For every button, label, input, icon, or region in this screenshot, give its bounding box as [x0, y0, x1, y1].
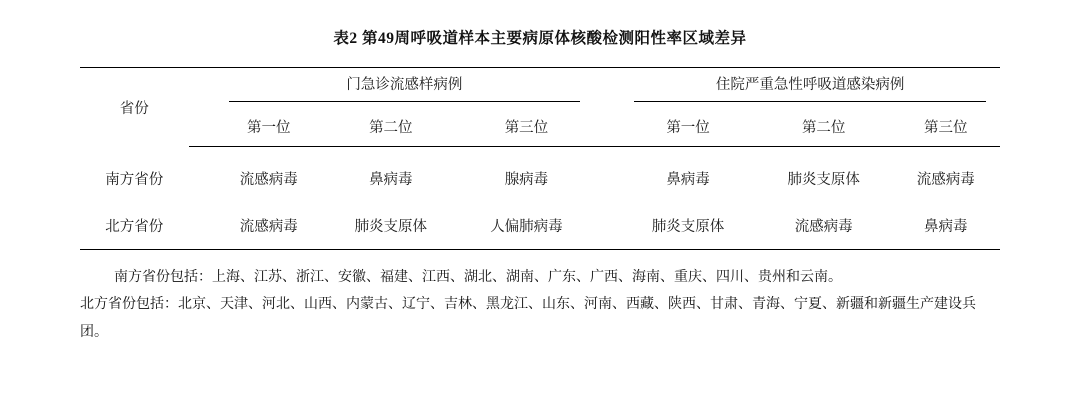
cell-south-inpatient-3: 流感病毒	[916, 172, 975, 188]
pathogen-positivity-table	[80, 67, 1000, 250]
table-group-header-row	[80, 68, 1000, 107]
cell-south-inpatient-2: 肺炎支原体	[787, 172, 860, 188]
table-container	[80, 48, 1000, 250]
cell-north-inpatient-1: 肺炎支原体	[620, 202, 756, 250]
table-subheader-row	[80, 106, 1000, 147]
cell-north-outpatient-2: 肺炎支原体	[323, 202, 459, 250]
group-underline	[634, 101, 986, 102]
table-caption: 表2 第49周呼吸道样本主要病原体核酸检测阳性率区域差异	[333, 30, 747, 47]
cell-north-inpatient-2: 流感病毒	[756, 202, 892, 250]
column-header-rank-3-inpatient: 第三位	[892, 106, 1001, 147]
cell-south-outpatient-3: 腺病毒	[504, 172, 549, 188]
column-header-province: 省份	[80, 68, 189, 147]
spacer-cell	[189, 202, 215, 250]
cell-north-outpatient-1: 流感病毒	[215, 202, 324, 250]
footnote-south-provinces: 南方省份包括：上海、江苏、浙江、安徽、福建、江西、湖北、湖南、广东、广西、海南、重庆、四川、贵州和云南。	[114, 270, 842, 285]
footnote-north-provinces: 北方省份包括：北京、天津、河北、山西、内蒙古、辽宁、吉林、黑龙江、山东、河南、西藏、陕西、甘肃、青海、宁夏、新疆和新疆生产建设兵团。	[80, 297, 976, 340]
table-row	[80, 147, 1000, 203]
group-header-inpatient-label: 住院严重急性呼吸道感染病例	[715, 76, 905, 93]
cell-south-inpatient-1: 鼻病毒	[666, 172, 710, 188]
group-underline	[229, 101, 581, 102]
cell-south-outpatient-2: 鼻病毒	[369, 172, 413, 188]
cell-north-outpatient-3: 人偏肺病毒	[459, 202, 595, 250]
table-footnotes	[80, 250, 1000, 346]
cell-north-inpatient-3: 鼻病毒	[892, 202, 1001, 250]
column-header-rank-1-outpatient: 第一位	[215, 106, 324, 147]
group-header-outpatient	[215, 68, 595, 107]
row-label-south: 南方省份	[105, 171, 164, 188]
spacer-cell	[594, 202, 620, 250]
cell-south-outpatient-1: 流感病毒	[239, 172, 298, 188]
spacer-cell	[189, 68, 215, 107]
spacer-cell	[594, 106, 620, 147]
spacer-cell	[189, 106, 215, 147]
table-row	[80, 202, 1000, 250]
spacer-cell	[594, 147, 620, 203]
column-header-rank-2-inpatient: 第二位	[756, 106, 892, 147]
row-label-north: 北方省份	[80, 202, 189, 250]
group-header-inpatient	[620, 68, 1000, 107]
group-header-outpatient-label: 门急诊流感样病例	[346, 76, 463, 93]
spacer-cell	[594, 68, 620, 107]
column-header-rank-1-inpatient: 第一位	[620, 106, 756, 147]
column-header-rank-3-outpatient: 第三位	[459, 106, 595, 147]
column-header-rank-2-outpatient: 第二位	[323, 106, 459, 147]
spacer-cell	[189, 147, 215, 203]
